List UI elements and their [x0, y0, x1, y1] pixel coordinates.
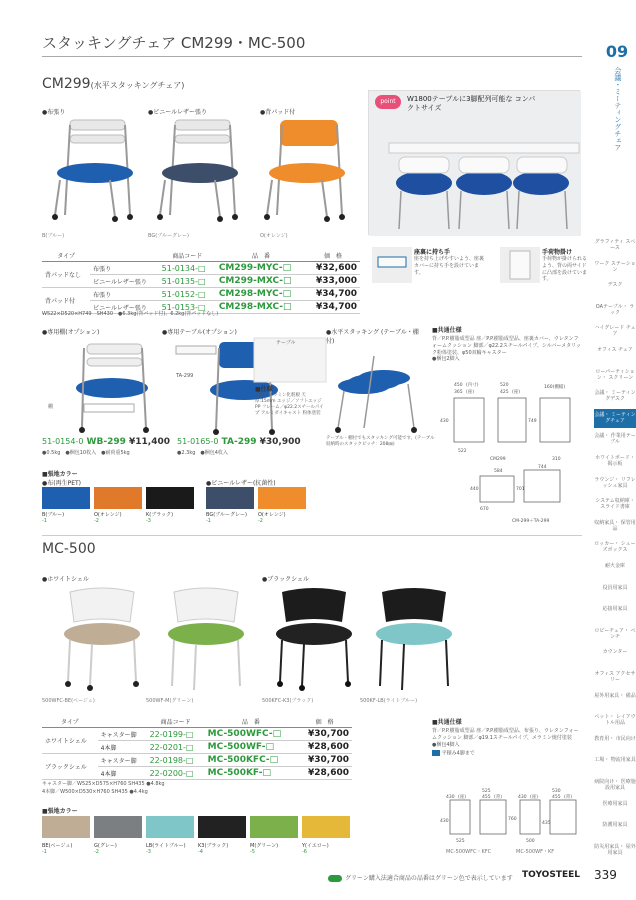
svg-text:430: 430: [518, 795, 527, 800]
swatch-code: -6: [302, 849, 307, 855]
sidebar-item[interactable]: ペット・ レイアウトル用品: [594, 714, 636, 727]
variant-caption-1: B(ブルー): [42, 233, 65, 239]
point-text: W1800テーブルに3脚配列可能な コンパクトサイズ: [407, 95, 536, 113]
mc500-swatch: [42, 816, 90, 838]
swatch-code: -3: [146, 849, 151, 855]
point-badge: point: [375, 95, 401, 109]
mc500-dimension-drawing: [440, 786, 590, 848]
sidebar-item[interactable]: カウンター: [602, 649, 628, 656]
swatch-code: -2: [258, 518, 263, 524]
mc500-swatch: [302, 816, 350, 838]
mc500-group-white: ●ホワイトシェル: [42, 576, 89, 583]
feature-hook-photo: [500, 247, 540, 283]
svg-text:CM-299＋TA-299: CM-299＋TA-299: [512, 519, 550, 524]
mc500-green: [168, 588, 244, 690]
shelf-note: ●0.5kg ●梱包10枚入 ●耐荷重5kg: [42, 450, 130, 456]
stack-photo: [335, 356, 417, 433]
svg-text:744: 744: [538, 465, 547, 470]
cm299-price-table: タイプ 商品コード 品 番 価 格 背パッドなし 布張り 51-0134-□ CM299-MYC-□ ¥32,600 ビニールレザー張り 51-0135-□ CM299-MXC-□ ¥33,000 背パッド付 布張り 51-0152-□ CM298-MYC-□ ¥34,700 ビニールレザー張り 51-0153-□ CM298-MXC-□ ¥34,700: [42, 250, 360, 314]
mc500-swatch: [250, 816, 298, 838]
stack-note: テーブル・棚付でもスタッキング可能です。(テーブル収納時のスタックピッチ：208㎜): [326, 436, 435, 448]
swatch-name: BE(ベージュ): [42, 843, 73, 849]
table-row: 背パッドなし 布張り 51-0134-□ CM299-MYC-□ ¥32,600: [42, 262, 360, 275]
cm299-common-spec: ■共通仕様 背／P.P.樹脂成型品 座／P.P.樹脂成型品、座裏カバー、ウレタンフォームクッション 脚部／φ22.2スチールパイプ、シルバーメタリック粉体塗装、φ50双輪キャスター ●梱包2脚入: [432, 327, 581, 363]
svg-text:(座): (座): [530, 795, 539, 800]
cm299-title: CM299(水平スタッキングチェア): [42, 76, 185, 92]
section-tab: [598, 42, 636, 151]
swatch-name: G(グレー): [94, 843, 117, 849]
svg-text:160(棚幅): 160(棚幅): [544, 385, 566, 390]
option-photos: [42, 336, 432, 436]
swatch-code: -4: [198, 849, 203, 855]
cm299-variant-photos: [40, 115, 360, 230]
mc500-lightblue: [376, 588, 452, 690]
svg-text:430: 430: [446, 795, 455, 800]
sidebar-item[interactable]: OAテーブル・ ラック: [595, 303, 635, 316]
color-group-fabric: ●布(再生PET): [42, 480, 81, 487]
swatch-orange: [94, 487, 142, 509]
sidebar-item[interactable]: 会議・ ミーティングデスク: [594, 390, 636, 403]
table-tag: テーブル: [276, 340, 296, 346]
svg-text:430: 430: [440, 819, 449, 824]
swatch-code: -3: [146, 518, 151, 524]
cm299-size-note: W522×D520×H749 SH430 ●6.3kg(背パッド付)、6.2kg(背パッドなし): [42, 311, 219, 317]
swatch-black: [146, 487, 194, 509]
mc500-swatch: [198, 816, 246, 838]
table-row: ブラックシェル キャスター脚 22-0198-□ MC-500KFC-□ ¥30,700: [42, 754, 352, 767]
svg-text:500: 500: [526, 839, 535, 844]
svg-text:430: 430: [440, 419, 449, 424]
sidebar-item[interactable]: ホワイトボード・ 掲示板: [595, 455, 635, 467]
mc500-caption-2: 500WF-M(グリーン): [146, 698, 194, 704]
svg-text:435: 435: [542, 821, 551, 826]
svg-text:(座): (座): [512, 390, 521, 395]
mc500-price-table: タイプ 商品コード 品 番 価 格 ホワイトシェル キャスター脚 22-0199-□ MC-500WFC-□ ¥30,700 4本脚 22-0201-□ MC-500WF-□ ¥28,600 ブラックシェル キャスター脚 22-0198-□ MC-500KFC-□ ¥30,700 4本脚 22-0200-□ MC-500KF-□ ¥28,600: [42, 716, 352, 780]
sidebar-item[interactable]: ラウンジ・ リフレッシュ家具: [594, 476, 636, 489]
mc500-colors-title: ■張地カラー: [42, 808, 78, 815]
svg-text:310: 310: [552, 457, 561, 462]
swatch-code: -1: [206, 518, 211, 524]
swatch-code: -1: [42, 849, 47, 855]
table-note: ●2.3kg ●梱包4枚入: [177, 450, 228, 456]
option-label-table: ●専用テーブル(オプション): [162, 329, 237, 336]
swatch-code: -5: [250, 849, 255, 855]
svg-text:749: 749: [528, 419, 537, 424]
chair-bluegray: [157, 120, 238, 222]
svg-text:(座): (座): [458, 795, 467, 800]
svg-text:584: 584: [494, 469, 503, 474]
mc500-caption-4: 500KF-LB(ライトブルー): [360, 698, 418, 704]
page-number: 339: [594, 868, 617, 882]
svg-text:525: 525: [456, 839, 465, 844]
sidebar-item[interactable]: システム収納庫・ スライド書庫: [595, 498, 635, 511]
sidebar-item[interactable]: ロビーチェア・ ベンチ: [594, 627, 636, 640]
cm299-colors-title: ■張地カラー: [42, 471, 78, 478]
page-title: スタッキングチェア CM299・MC-500: [42, 34, 306, 52]
svg-text:(背): (背): [564, 795, 573, 800]
table-row: 4本脚 22-0201-□ MC-500WF-□ ¥28,600: [42, 741, 352, 754]
svg-text:440: 440: [470, 487, 479, 492]
green-note: グリーン購入法適合商品の品番はグリーン色で表示しています: [328, 873, 513, 882]
swatch-name: O(オレンジ): [94, 512, 122, 518]
sidebar-item[interactable]: 役員用家具: [602, 584, 628, 591]
sidebar-item[interactable]: 収納家具・ 保管用品: [594, 519, 636, 532]
sidebar-item[interactable]: 防護用家具: [602, 822, 628, 829]
swatch-name: LB(ライトブルー): [146, 843, 186, 849]
feature-handle-photo: [372, 247, 412, 283]
sidebar-item[interactable]: 屋外用家具・ 備品: [594, 692, 636, 699]
color-group-vinyl: ●ビニールレザー(抗菌性): [206, 480, 276, 487]
svg-text:760: 760: [508, 817, 517, 822]
svg-text:525: 525: [482, 789, 491, 794]
sidebar-item[interactable]: ハイグレード チェア: [594, 325, 636, 338]
cm299-dimension-drawing: [440, 378, 590, 528]
ta-299-tag: TA-299: [176, 373, 194, 379]
mc500-dim-label-1: MC-500WFC・KFC: [446, 849, 492, 855]
section-label: 会議・ミーティングチェア: [613, 67, 622, 151]
mc500-title: MC-500: [42, 541, 96, 557]
stack-icon: [432, 750, 440, 756]
variant-label-2: ●ビニールレザー張り: [148, 109, 207, 116]
variant-label-3: ●背パッド付: [260, 109, 296, 116]
mc500-dim-label-2: MC-500WF・KF: [516, 849, 555, 855]
svg-text:365: 365: [454, 390, 463, 395]
swatch-name: M(グリーン): [250, 843, 279, 849]
sidebar-item[interactable]: ワーク ステーション: [594, 260, 636, 273]
option-label-stack: ●水平スタッキング (テーブル・棚付): [326, 329, 419, 345]
svg-text:455: 455: [482, 795, 491, 800]
variant-label-1: ●布張り: [42, 109, 66, 116]
swatch-name: B(ブルー): [42, 512, 65, 518]
shelf-tag: 棚: [48, 404, 54, 410]
sidebar-item[interactable]: 耐火金庫: [604, 563, 625, 569]
svg-text:522: 522: [458, 449, 467, 454]
mc500-note-2: 4本脚／W500×D530×H760 SH435 ●4.4kg: [42, 789, 148, 795]
swatch-name: O(オレンジ): [258, 512, 286, 518]
svg-text:CM299: CM299: [490, 457, 506, 462]
table-row: ビニールレザー張り 51-0153-□ CM298-MXC-□ ¥34,700: [42, 301, 360, 314]
svg-text:450: 450: [454, 383, 463, 388]
swatch-blue: [42, 487, 90, 509]
feature-handle: 座裏に持ち手 座を持ち上げやすいよう、座裏カバーに持ち手を設けています。: [414, 249, 485, 276]
feature-hook: 手荷物掛け 手荷物が掛けられるよう、背の両サイドに凸部を設けています。: [542, 249, 588, 283]
svg-text:670: 670: [480, 507, 489, 512]
svg-text:701: 701: [516, 487, 525, 492]
swatch-name: K3(ブラック): [198, 843, 229, 849]
svg-text:520: 520: [500, 383, 509, 388]
mc500-caption-3: 500KFC-K3(ブラック): [262, 698, 314, 704]
table-row: ビニールレザー張り 51-0135-□ CM299-MXC-□ ¥33,000: [42, 275, 360, 288]
sidebar-item[interactable]: 会議・ 作業用テーブル: [594, 433, 636, 446]
section-number: 09: [605, 42, 629, 61]
svg-text:(背): (背): [494, 795, 503, 800]
mc500-common-spec: ■共通仕様 背／P.P.樹脂成型品 座／P.P.樹脂成型品、布張り、ウレタンフォームクッション 脚部／φ19.1スチールパイプ、メラミン焼付塗装 ●梱包4脚入 平積み4脚まで: [432, 719, 579, 757]
mc500-black: [276, 588, 352, 691]
svg-text:(座): (座): [466, 390, 475, 395]
svg-text:530: 530: [552, 789, 561, 794]
sidebar-item[interactable]: デスク: [607, 282, 623, 289]
swatch-bluegray: [206, 487, 254, 509]
point-photo: [368, 90, 580, 235]
shelf-price: 51-0154-0 WB-299 ¥11,400: [42, 437, 170, 447]
mc500-swatch: [94, 816, 142, 838]
mc500-group-black: ●ブラックシェル: [262, 576, 309, 583]
swatch-code: -1: [42, 518, 47, 524]
swatch-orange-vinyl: [258, 487, 306, 509]
sidebar-item[interactable]: 教育用・ 市民向け: [594, 735, 636, 742]
swatch-name: BG(ブルーグレー): [206, 512, 247, 518]
sidebar-item[interactable]: 医療用家具: [602, 800, 628, 807]
brand-logo: TOYOSTEEL: [522, 870, 580, 880]
shelf-chair: [76, 344, 149, 433]
mc500-caption-1: 500WFC-BE(ベージュ): [42, 698, 95, 704]
swatch-code: -2: [94, 518, 99, 524]
table-row: 4本脚 22-0200-□ MC-500KF-□ ¥28,600: [42, 767, 352, 780]
variant-caption-2: BG(ブルーグレー): [148, 233, 189, 239]
chair-orange: [264, 120, 345, 222]
svg-text:425: 425: [500, 390, 509, 395]
sidebar-item[interactable]: 応接用家具: [602, 606, 628, 613]
spec-box: ■仕様 天板／メラミン化粧板 天厚:15mm エッジ／ソフトエッジ PP フレーム／φ22.2スチールパイプ アルミダイキャスト 粉体塗装: [255, 386, 324, 417]
table-price: 51-0165-0 TA-299 ¥30,900: [177, 437, 301, 447]
sidebar-item[interactable]: グラフィティ スペース: [594, 239, 636, 251]
option-label-shelf: ●専用棚(オプション): [42, 329, 100, 336]
svg-text:455: 455: [552, 795, 561, 800]
sidebar-item[interactable]: ローパーティション・ スクリーン: [595, 368, 635, 381]
sidebar-item[interactable]: ロッカー・ シューズボックス: [594, 541, 636, 554]
mc500-note-1: キャスター脚／W525×D575×H760 SH435 ●4.8kg: [42, 781, 165, 787]
table-row: 背パッド付 布張り 51-0152-□ CM298-MYC-□ ¥34,700: [42, 288, 360, 301]
chair-blue: [52, 120, 133, 222]
mc500-beige: [64, 588, 140, 691]
swatch-name: Y(イエロー): [302, 843, 329, 849]
sidebar-item[interactable]: 会議・ ミーティングチェア: [594, 409, 636, 429]
mc500-swatch: [146, 816, 194, 838]
sidebar-item[interactable]: 工場・ 物流用家具: [594, 757, 636, 764]
leaf-icon: [328, 875, 342, 882]
swatch-name: K(ブラック): [146, 512, 174, 518]
swatch-code: -2: [94, 849, 99, 855]
sidebar-item[interactable]: オフィス アクセサリー: [594, 671, 636, 683]
svg-text:(内寸): (内寸): [466, 383, 479, 388]
sidebar-item[interactable]: 防災用家具・ 屋外用家具: [594, 843, 636, 856]
mc500-photos: [42, 582, 462, 694]
sidebar-item[interactable]: 病院向け・ 医療施設用家具: [594, 779, 636, 791]
variant-caption-3: O(オレンジ): [260, 233, 288, 239]
sidebar-item[interactable]: オフィス チェア: [597, 347, 633, 353]
table-row: ホワイトシェル キャスター脚 22-0199-□ MC-500WFC-□ ¥30,700: [42, 728, 352, 741]
